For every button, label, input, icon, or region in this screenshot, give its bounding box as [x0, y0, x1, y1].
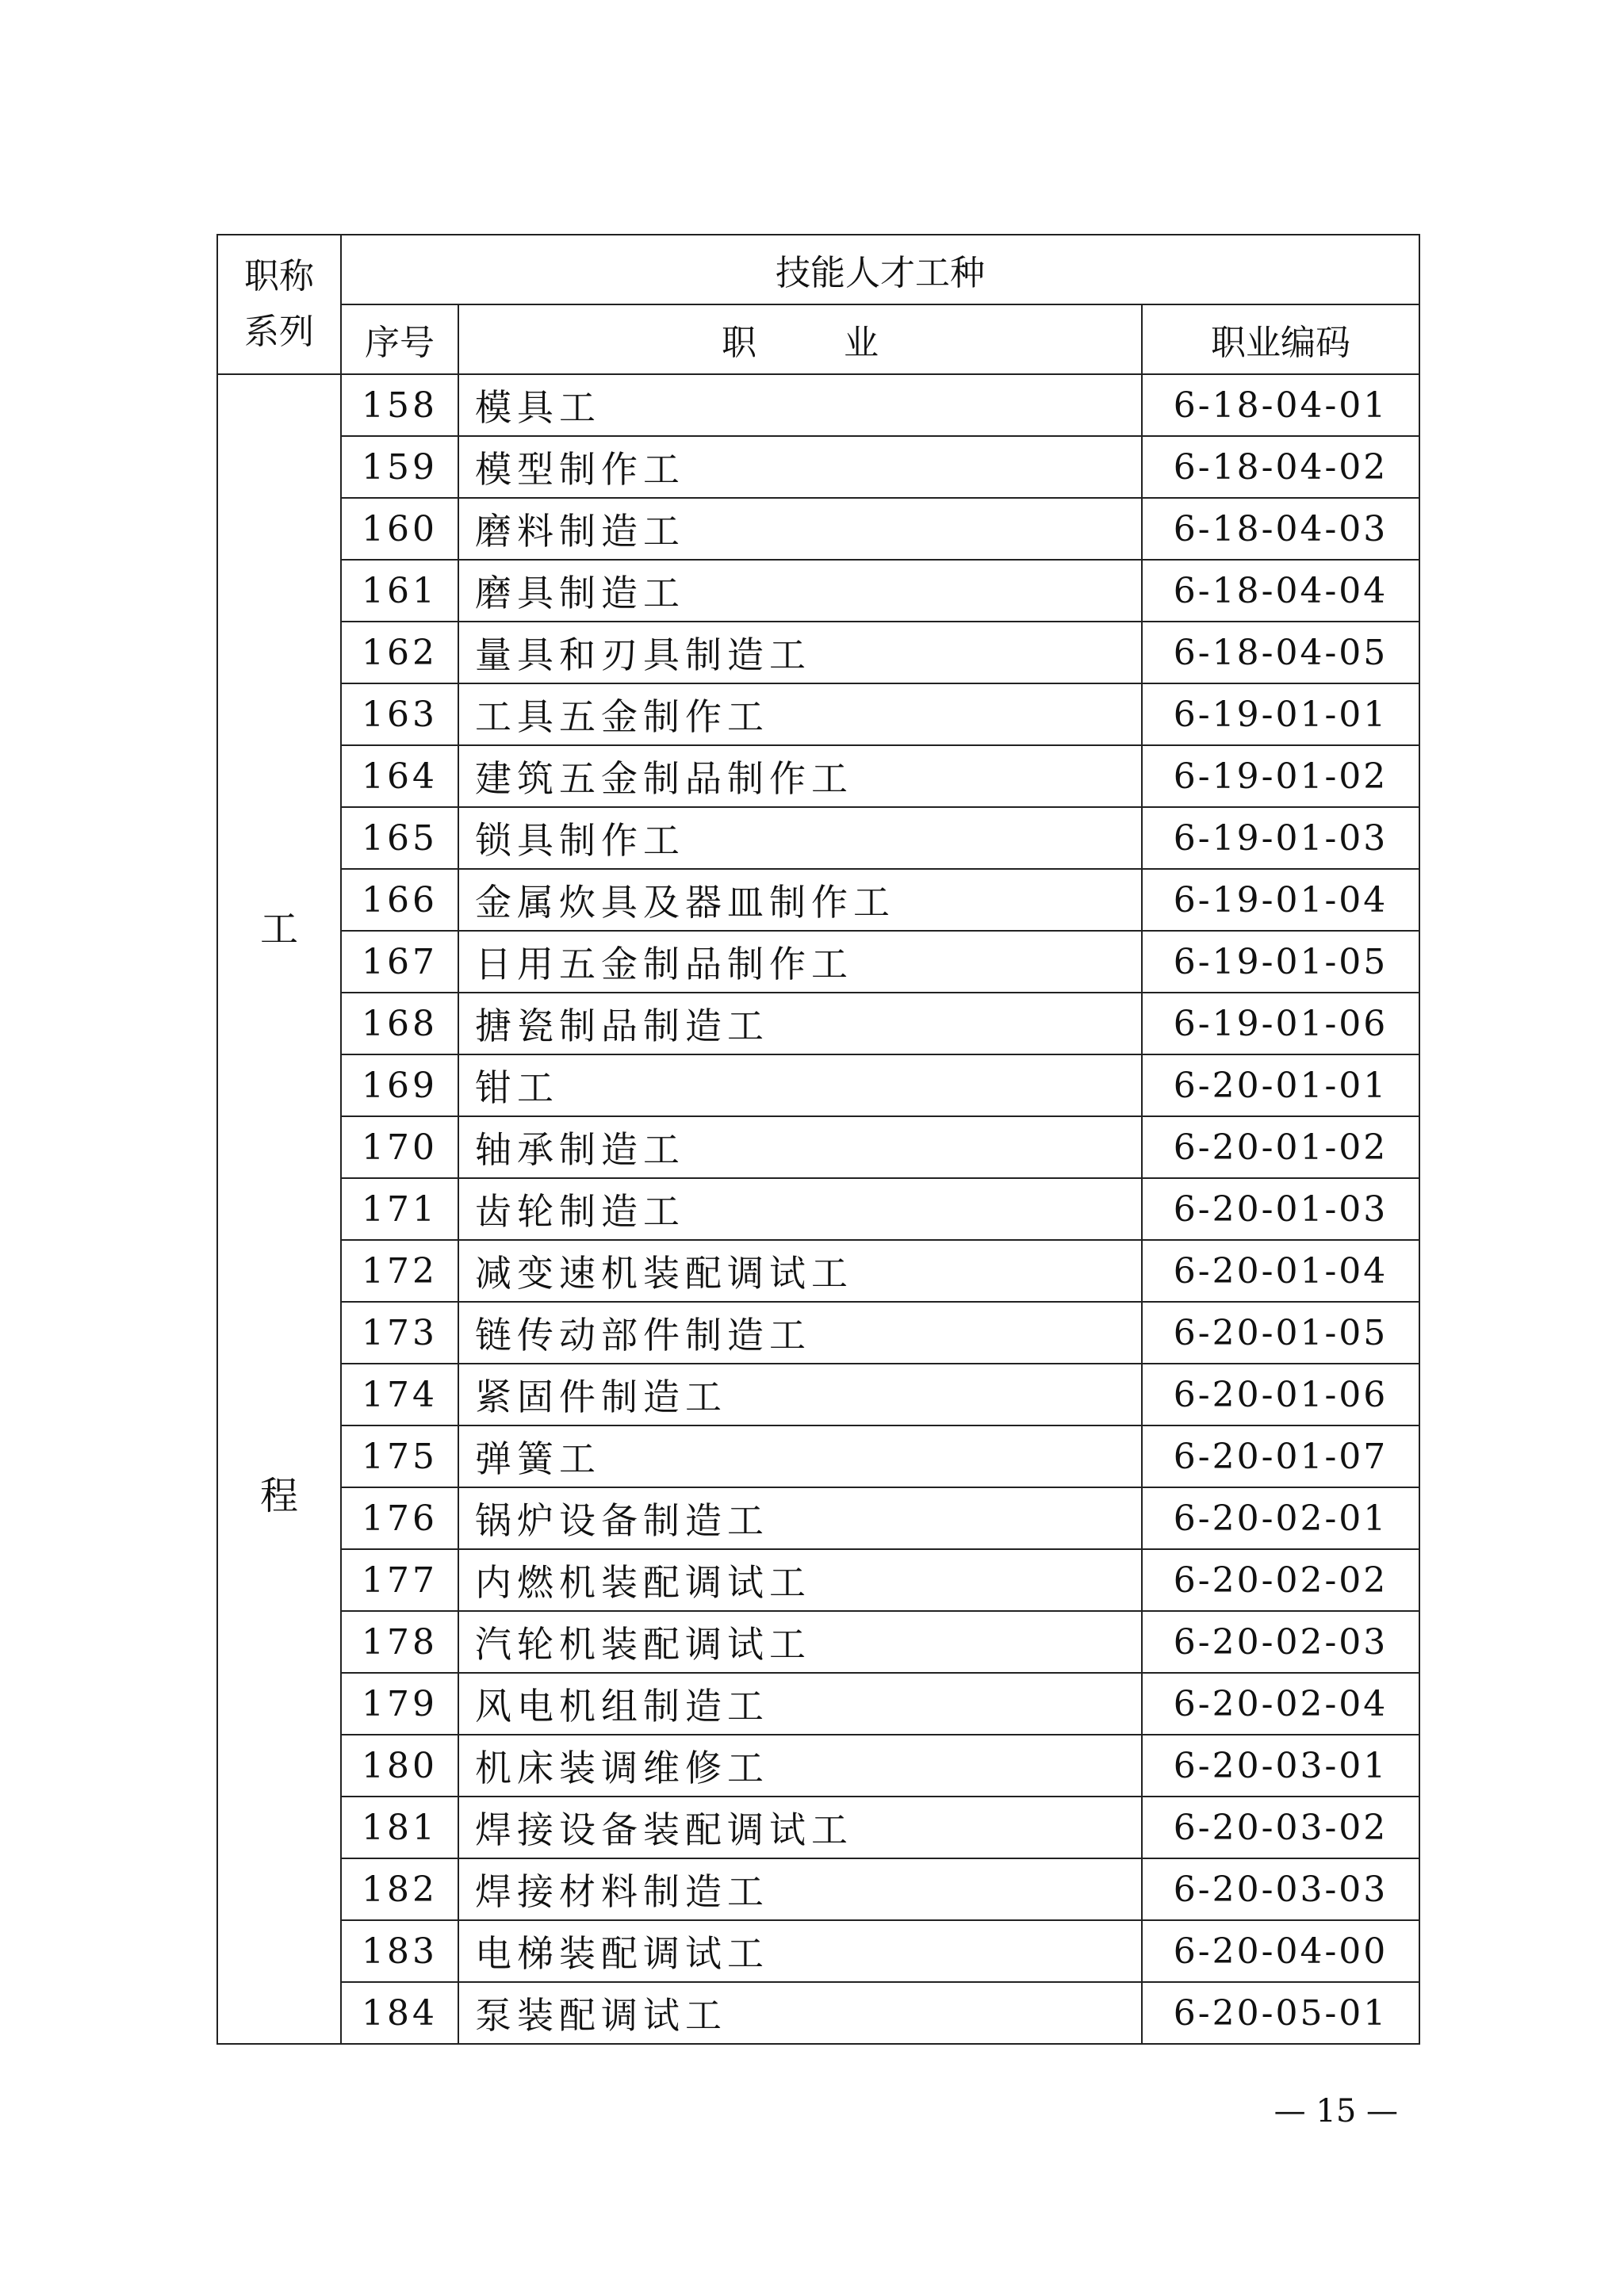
- code-cell: 6-20-01-05: [1142, 1302, 1419, 1364]
- table-row: [217, 931, 1419, 993]
- code-cell: 6-20-03-02: [1142, 1797, 1419, 1858]
- seq-cell: 163: [341, 683, 458, 745]
- seq-cell: 168: [341, 993, 458, 1054]
- seq-cell: 167: [341, 931, 458, 993]
- series-header-line2: 系列: [244, 312, 314, 352]
- seq-cell: 166: [341, 869, 458, 931]
- table-row: [217, 1735, 1419, 1797]
- group-title: 技能人才工种: [776, 253, 986, 293]
- job-header: 职业: [722, 323, 966, 363]
- code-cell: 6-20-02-03: [1142, 1611, 1419, 1673]
- job-cell: 紧固件制造工: [458, 1364, 1142, 1425]
- job-cell: 量具和刃具制造工: [458, 622, 1142, 683]
- code-cell: 6-20-01-04: [1142, 1240, 1419, 1302]
- code-cell: 6-20-02-02: [1142, 1549, 1419, 1611]
- seq-cell: 159: [341, 436, 458, 498]
- job-cell: 模具工: [458, 374, 1142, 436]
- series-header-cell: [217, 235, 341, 374]
- code-cell: 6-20-01-01: [1142, 1054, 1419, 1116]
- seq-cell: 174: [341, 1364, 458, 1425]
- seq-cell: 178: [341, 1611, 458, 1673]
- table-row: [217, 1116, 1419, 1178]
- table-row: [217, 1178, 1419, 1240]
- job-cell: 锁具制作工: [458, 807, 1142, 869]
- table-row: [217, 1302, 1419, 1364]
- code-cell: 6-20-01-07: [1142, 1425, 1419, 1487]
- seq-cell: 171: [341, 1178, 458, 1240]
- code-cell: 6-19-01-05: [1142, 931, 1419, 993]
- seq-cell: 161: [341, 560, 458, 622]
- code-header: 职业编码: [1142, 304, 1419, 374]
- table-row: [217, 1240, 1419, 1302]
- code-cell: 6-18-04-05: [1142, 622, 1419, 683]
- table-row: [217, 1673, 1419, 1735]
- code-cell: 6-20-01-06: [1142, 1364, 1419, 1425]
- job-cell: 机床装调维修工: [458, 1735, 1142, 1797]
- code-cell: 6-18-04-04: [1142, 560, 1419, 622]
- table-row: [217, 436, 1419, 498]
- page-number: — 15 —: [1274, 2093, 1398, 2130]
- series-char-1: 工: [259, 907, 298, 951]
- table-row: [217, 622, 1419, 683]
- table-row: [217, 1425, 1419, 1487]
- code-cell: 6-20-05-01: [1142, 1982, 1419, 2044]
- seq-cell: 164: [341, 745, 458, 807]
- series-cell: [217, 374, 341, 2044]
- code-cell: 6-20-01-02: [1142, 1116, 1419, 1178]
- job-cell: 焊接材料制造工: [458, 1858, 1142, 1920]
- seq-cell: 173: [341, 1302, 458, 1364]
- table-row: [217, 807, 1419, 869]
- code-cell: 6-20-02-04: [1142, 1673, 1419, 1735]
- table-row: [217, 1858, 1419, 1920]
- job-cell: 磨具制造工: [458, 560, 1142, 622]
- code-cell: 6-20-01-03: [1142, 1178, 1419, 1240]
- table-row: [217, 1982, 1419, 2044]
- seq-cell: 181: [341, 1797, 458, 1858]
- code-cell: 6-18-04-02: [1142, 436, 1419, 498]
- table-row: [217, 1487, 1419, 1549]
- seq-cell: 169: [341, 1054, 458, 1116]
- occupation-table: [216, 234, 1420, 2045]
- code-cell: 6-20-03-03: [1142, 1858, 1419, 1920]
- job-cell: 磨料制造工: [458, 498, 1142, 560]
- seq-cell: 176: [341, 1487, 458, 1549]
- seq-cell: 179: [341, 1673, 458, 1735]
- seq-cell: 158: [341, 374, 458, 436]
- seq-cell: 172: [341, 1240, 458, 1302]
- code-cell: 6-18-04-03: [1142, 498, 1419, 560]
- seq-cell: 180: [341, 1735, 458, 1797]
- job-cell: 齿轮制造工: [458, 1178, 1142, 1240]
- seq-header: 序号: [341, 304, 458, 374]
- table-row: [217, 1549, 1419, 1611]
- seq-cell: 162: [341, 622, 458, 683]
- job-cell: 建筑五金制品制作工: [458, 745, 1142, 807]
- table-row: [217, 683, 1419, 745]
- code-cell: 6-19-01-06: [1142, 993, 1419, 1054]
- job-cell: 内燃机装配调试工: [458, 1549, 1142, 1611]
- table-row: [217, 1797, 1419, 1858]
- job-cell: 工具五金制作工: [458, 683, 1142, 745]
- code-cell: 6-20-04-00: [1142, 1920, 1419, 1982]
- seq-cell: 182: [341, 1858, 458, 1920]
- code-cell: 6-19-01-04: [1142, 869, 1419, 931]
- header-row-top: [217, 235, 1419, 304]
- table-row: [217, 993, 1419, 1054]
- group-title-cell: [341, 235, 1419, 304]
- job-cell: 电梯装配调试工: [458, 1920, 1142, 1982]
- job-cell: 锅炉设备制造工: [458, 1487, 1142, 1549]
- seq-cell: 177: [341, 1549, 458, 1611]
- code-cell: 6-20-02-01: [1142, 1487, 1419, 1549]
- job-cell: 链传动部件制造工: [458, 1302, 1142, 1364]
- job-cell: 日用五金制品制作工: [458, 931, 1142, 993]
- seq-cell: 175: [341, 1425, 458, 1487]
- table-row: [217, 869, 1419, 931]
- seq-cell: 184: [341, 1982, 458, 2044]
- table-row: [217, 745, 1419, 807]
- table-row: [217, 498, 1419, 560]
- table-row: [217, 1364, 1419, 1425]
- job-cell: 模型制作工: [458, 436, 1142, 498]
- table-row: [217, 1611, 1419, 1673]
- job-cell: 搪瓷制品制造工: [458, 993, 1142, 1054]
- series-header-line1: 职称: [244, 256, 314, 297]
- table-row: [217, 1920, 1419, 1982]
- job-header-cell: [458, 304, 1142, 374]
- code-cell: 6-19-01-02: [1142, 745, 1419, 807]
- table-row: [217, 560, 1419, 622]
- job-cell: 风电机组制造工: [458, 1673, 1142, 1735]
- job-cell: 钳工: [458, 1054, 1142, 1116]
- code-cell: 6-18-04-01: [1142, 374, 1419, 436]
- table-row: [217, 374, 1419, 436]
- code-cell: 6-19-01-03: [1142, 807, 1419, 869]
- code-cell: 6-20-03-01: [1142, 1735, 1419, 1797]
- series-char-2: 程: [259, 1474, 298, 1518]
- job-cell: 轴承制造工: [458, 1116, 1142, 1178]
- job-cell: 减变速机装配调试工: [458, 1240, 1142, 1302]
- header-row-sub: [217, 304, 1419, 374]
- code-cell: 6-19-01-01: [1142, 683, 1419, 745]
- job-cell: 汽轮机装配调试工: [458, 1611, 1142, 1673]
- job-cell: 焊接设备装配调试工: [458, 1797, 1142, 1858]
- seq-cell: 170: [341, 1116, 458, 1178]
- table-row: [217, 1054, 1419, 1116]
- seq-cell: 183: [341, 1920, 458, 1982]
- seq-cell: 165: [341, 807, 458, 869]
- job-cell: 金属炊具及器皿制作工: [458, 869, 1142, 931]
- job-cell: 泵装配调试工: [458, 1982, 1142, 2044]
- seq-cell: 160: [341, 498, 458, 560]
- job-cell: 弹簧工: [458, 1425, 1142, 1487]
